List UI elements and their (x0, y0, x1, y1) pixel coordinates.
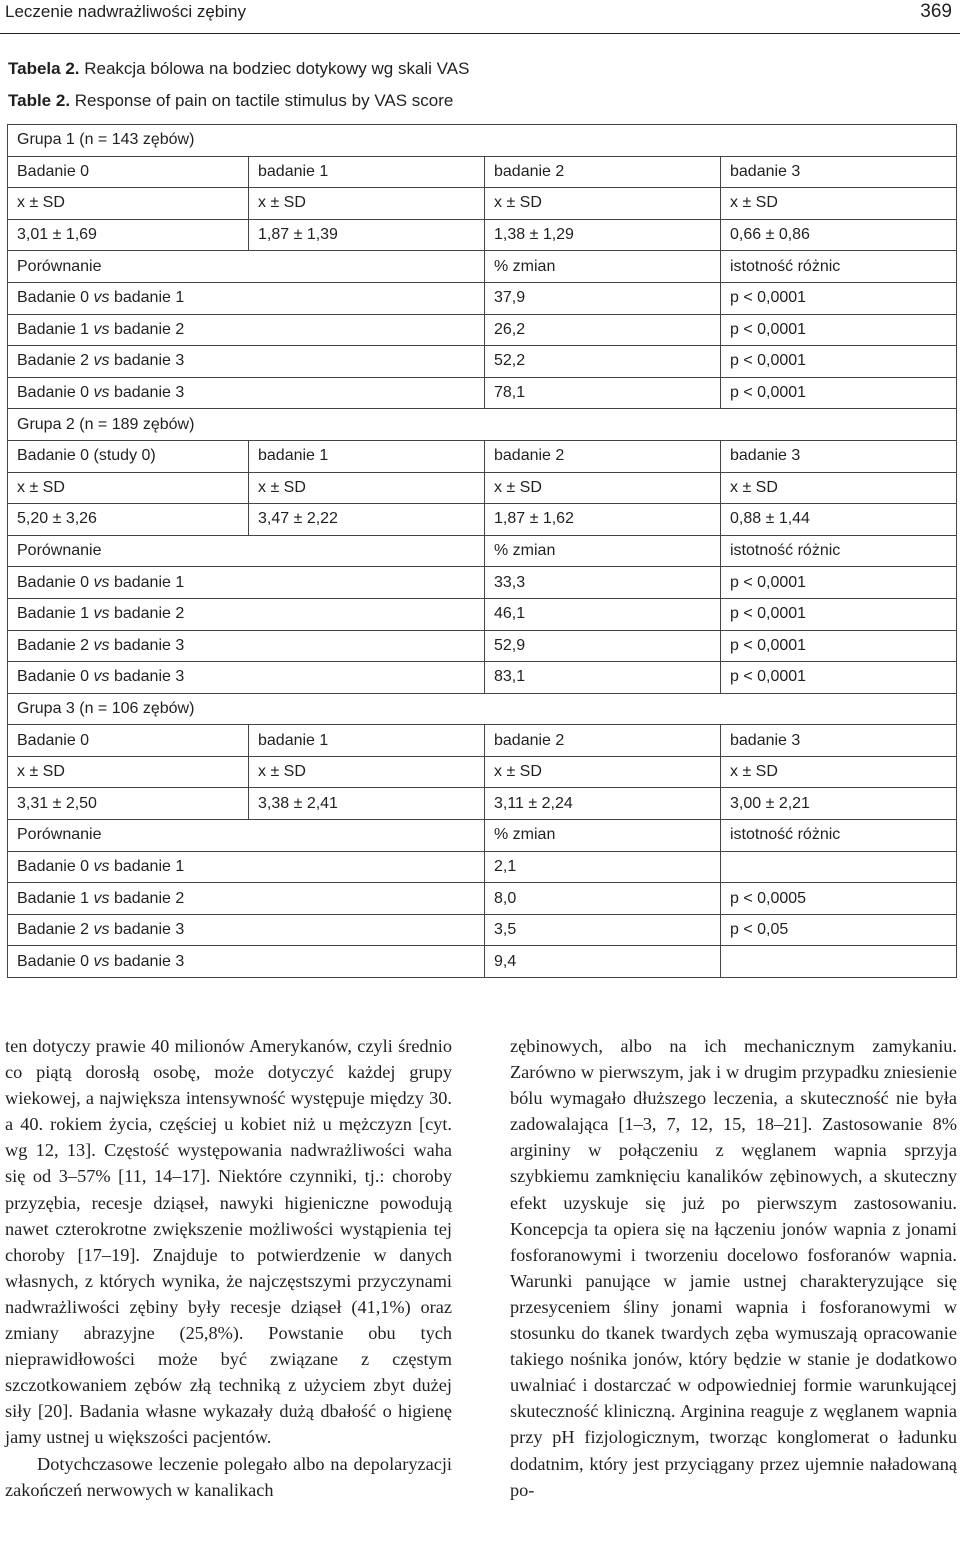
comparison-from: Badanie 2 (17, 352, 94, 370)
group-title-row (8, 409, 957, 441)
body-paragraph: zębinowych, albo na ich mechanicznym zamykaniu. Zarówno w pierwszym, jak i w drugim przypadku zniesienie bólu wymagało dłuższego leczenia, a skuteczność nie była zadowalająca [1–3, 7, 12, 15, 18–21]. Zastosowanie 8% argininy w połączeniu z węglanem wapnia sprzyja szybkiemu zamknięciu kanalików zębinowych, a skuteczny efekt uzyskuje się już po pierwszym zastosowaniu. Koncepcja ta opiera się na łączeniu jonów wapnia z jonami fosforanowymi i tworzeniu docelowo fosforanów wapnia. Warunki panujące w jamie ustnej charakteryzujące się przesyceniem śliny jonami wapnia i fosforanowymi w stosunku do tkanek twardych zęba wymuszają opracowanie takiego nośnika jonów, który będzie w stanie je dodatkowo uwalniać i dostarczać w odpowiedniej formie warunkującej skuteczność kliniczną. Arginina reaguje z węglanem wapnia przy pH fizjologicznym, tworząc konglomerat o ładunku dodatnim, który jest przyciągany przez ujemnie naładowaną po- (510, 1036, 957, 1500)
comparison-to: badanie 1 (109, 857, 185, 875)
comparison-to: badanie 1 (109, 573, 185, 591)
comparison-to: badanie 2 (109, 320, 185, 338)
p-value (721, 851, 957, 883)
header-cell: x ± SD (721, 472, 957, 504)
comparison-vs: vs (93, 857, 110, 875)
table-label-en: Table 2. (8, 91, 71, 110)
comparison-row (8, 567, 957, 599)
comparison-label (8, 567, 485, 599)
running-title: Leczenie nadwrażliwości zębiny (5, 2, 246, 21)
stat-header-row (8, 472, 957, 504)
comparison-label (8, 914, 485, 946)
p-value: p < 0,0001 (721, 567, 957, 599)
comparison-label (8, 346, 485, 378)
comparison-row (8, 630, 957, 662)
comparison-to: badanie 2 (109, 889, 185, 907)
percent-change: 52,9 (485, 630, 721, 662)
header-cell: Badanie 0 (study 0) (8, 440, 249, 472)
percent-change: 52,2 (485, 346, 721, 378)
group-title-row (8, 125, 957, 157)
comparison-vs: vs (93, 605, 110, 623)
percent-change: 3,5 (485, 914, 721, 946)
mean-sd-cell: 0,88 ± 1,44 (721, 504, 957, 536)
values-row (8, 504, 957, 536)
comparison-row (8, 946, 957, 978)
comparison-from: Badanie 1 (17, 320, 94, 338)
p-value: p < 0,0001 (721, 662, 957, 694)
comparison-to: badanie 3 (109, 921, 185, 939)
comparison-header: Porównanie (8, 535, 485, 567)
comparison-to: badanie 2 (109, 605, 185, 623)
mean-sd-cell: 3,47 ± 2,22 (249, 504, 485, 536)
comparison-vs: vs (93, 573, 110, 591)
p-value: p < 0,0001 (721, 630, 957, 662)
comparison-vs: vs (93, 952, 110, 970)
comparison-row (8, 314, 957, 346)
comparison-label (8, 377, 485, 409)
study-header-row (8, 440, 957, 472)
comparison-label (8, 630, 485, 662)
comparison-header-row (8, 251, 957, 283)
comparison-header: Porównanie (8, 820, 485, 852)
body-column-left (5, 1033, 452, 1503)
p-value: p < 0,0001 (721, 598, 957, 630)
significance-header: istotność różnic (721, 251, 957, 283)
comparison-header: Porównanie (8, 251, 485, 283)
comparison-label (8, 946, 485, 978)
comparison-to: badanie 1 (109, 289, 185, 307)
mean-sd-cell: 1,38 ± 1,29 (485, 219, 721, 251)
header-cell: badanie 2 (485, 725, 721, 757)
mean-sd-cell: 3,00 ± 2,21 (721, 788, 957, 820)
header-cell: x ± SD (249, 472, 485, 504)
percent-change: 37,9 (485, 282, 721, 314)
percent-change: 46,1 (485, 598, 721, 630)
change-header: % zmian (485, 535, 721, 567)
table-caption-en (8, 90, 453, 112)
page-number: 369 (920, 1, 952, 22)
header-cell: badanie 3 (721, 440, 957, 472)
header-cell: x ± SD (485, 472, 721, 504)
vas-table (7, 124, 957, 978)
values-row (8, 788, 957, 820)
header-cell: badanie 3 (721, 156, 957, 188)
comparison-row (8, 346, 957, 378)
stat-header-row (8, 188, 957, 220)
comparison-row (8, 282, 957, 314)
header-cell: x ± SD (249, 756, 485, 788)
comparison-from: Badanie 0 (17, 952, 94, 970)
header-cell: badanie 2 (485, 156, 721, 188)
percent-change: 33,3 (485, 567, 721, 599)
comparison-vs: vs (93, 320, 110, 338)
comparison-row (8, 662, 957, 694)
mean-sd-cell: 3,01 ± 1,69 (8, 219, 249, 251)
header-cell: Badanie 0 (8, 156, 249, 188)
header-cell: Badanie 0 (8, 725, 249, 757)
comparison-label (8, 314, 485, 346)
comparison-label (8, 883, 485, 915)
comparison-label (8, 598, 485, 630)
comparison-header-row (8, 820, 957, 852)
comparison-vs: vs (93, 889, 110, 907)
header-cell: badanie 3 (721, 725, 957, 757)
mean-sd-cell: 0,66 ± 0,86 (721, 219, 957, 251)
percent-change: 78,1 (485, 377, 721, 409)
comparison-to: badanie 3 (109, 952, 185, 970)
significance-header: istotność różnic (721, 820, 957, 852)
comparison-label (8, 851, 485, 883)
comparison-to: badanie 3 (109, 384, 185, 402)
header-cell: x ± SD (721, 756, 957, 788)
group-title-row (8, 693, 957, 725)
comparison-row (8, 851, 957, 883)
comparison-from: Badanie 0 (17, 384, 94, 402)
comparison-vs: vs (93, 352, 110, 370)
significance-header: istotność różnic (721, 535, 957, 567)
body-paragraph: Dotychczasowe leczenie polegało albo na depolaryzacji zakończeń nerwowych w kanalikach (5, 1453, 452, 1500)
comparison-from: Badanie 0 (17, 573, 94, 591)
p-value (721, 946, 957, 978)
percent-change: 9,4 (485, 946, 721, 978)
percent-change: 8,0 (485, 883, 721, 915)
p-value: p < 0,0001 (721, 377, 957, 409)
body-paragraph: ten dotyczy prawie 40 milionów Amerykanów, czyli średnio co piątą dorosłą osobę, może dotyczyć każdej grupy wiekowej, a największa intensywność występuje między 30. a 40. rokiem życia, częściej u kobiet niż u mężczyzn [cyt. wg 12, 13]. Częstość występowania nadwrażliwości waha się od 3–57% [11, 14–17]. Niektóre czynniki, tj.: choroby przyzębia, recesje dziąseł, nawyki higieniczne powodują nawet czterokrotne zwiększenie możliwości wystąpienia tej choroby [17–19]. Znajduje to potwierdzenie w danych własnych, z których wynika, że najczęstszymi przyczynami nadwrażliwości zębiny były recesje dziąseł (41,1%) oraz zmiany abrazyjne (25,8%). Powstanie obu tych nieprawidłowości może być związane z częstym szczotkowaniem zębów złą techniką z użyciem zbyt dużej siły [20]. Badania własne wykazały dużą dbałość o higienę jamy ustnej u większości pacjentów. (5, 1036, 452, 1448)
comparison-row (8, 377, 957, 409)
mean-sd-cell: 1,87 ± 1,39 (249, 219, 485, 251)
stat-header-row (8, 756, 957, 788)
mean-sd-cell: 3,11 ± 2,24 (485, 788, 721, 820)
comparison-vs: vs (93, 384, 110, 402)
header-cell: x ± SD (249, 188, 485, 220)
comparison-row (8, 914, 957, 946)
percent-change: 83,1 (485, 662, 721, 694)
p-value: p < 0,0001 (721, 282, 957, 314)
comparison-header-row (8, 535, 957, 567)
p-value: p < 0,0001 (721, 314, 957, 346)
comparison-vs: vs (93, 668, 110, 686)
comparison-from: Badanie 1 (17, 889, 94, 907)
p-value: p < 0,0001 (721, 346, 957, 378)
body-column-right (510, 1033, 957, 1503)
change-header: % zmian (485, 251, 721, 283)
values-row (8, 219, 957, 251)
change-header: % zmian (485, 820, 721, 852)
header-cell: badanie 1 (249, 725, 485, 757)
comparison-from: Badanie 0 (17, 289, 94, 307)
group-title: Grupa 3 (n = 106 zębów) (8, 693, 957, 725)
comparison-row (8, 598, 957, 630)
group-title: Grupa 2 (n = 189 zębów) (8, 409, 957, 441)
p-value: p < 0,05 (721, 914, 957, 946)
mean-sd-cell: 3,31 ± 2,50 (8, 788, 249, 820)
header-cell: x ± SD (8, 756, 249, 788)
mean-sd-cell: 1,87 ± 1,62 (485, 504, 721, 536)
header-cell: x ± SD (485, 188, 721, 220)
comparison-vs: vs (93, 289, 110, 307)
header-cell: badanie 2 (485, 440, 721, 472)
percent-change: 26,2 (485, 314, 721, 346)
header-cell: x ± SD (485, 756, 721, 788)
comparison-to: badanie 3 (109, 352, 185, 370)
table-title-en: Response of pain on tactile stimulus by VAS score (70, 91, 454, 110)
header-cell: x ± SD (8, 188, 249, 220)
header-cell: x ± SD (721, 188, 957, 220)
comparison-label (8, 662, 485, 694)
header-cell: x ± SD (8, 472, 249, 504)
study-header-row (8, 725, 957, 757)
comparison-from: Badanie 0 (17, 857, 94, 875)
header-cell: badanie 1 (249, 156, 485, 188)
header-rule (0, 33, 960, 34)
comparison-to: badanie 3 (109, 668, 185, 686)
percent-change: 2,1 (485, 851, 721, 883)
mean-sd-cell: 3,38 ± 2,41 (249, 788, 485, 820)
study-header-row (8, 156, 957, 188)
mean-sd-cell: 5,20 ± 3,26 (8, 504, 249, 536)
comparison-label (8, 282, 485, 314)
comparison-from: Badanie 2 (17, 636, 94, 654)
vas-table-body (8, 125, 957, 978)
comparison-from: Badanie 0 (17, 668, 94, 686)
group-title: Grupa 1 (n = 143 zębów) (8, 125, 957, 157)
comparison-vs: vs (93, 636, 110, 654)
comparison-from: Badanie 2 (17, 921, 94, 939)
table-caption-pl (8, 58, 469, 80)
comparison-vs: vs (93, 921, 110, 939)
header-cell: badanie 1 (249, 440, 485, 472)
comparison-row (8, 883, 957, 915)
comparison-from: Badanie 1 (17, 605, 94, 623)
comparison-to: badanie 3 (109, 636, 185, 654)
table-label-pl: Tabela 2. (8, 59, 80, 78)
table-title-pl: Reakcja bólowa na bodziec dotykowy wg skali VAS (79, 59, 470, 78)
p-value: p < 0,0005 (721, 883, 957, 915)
